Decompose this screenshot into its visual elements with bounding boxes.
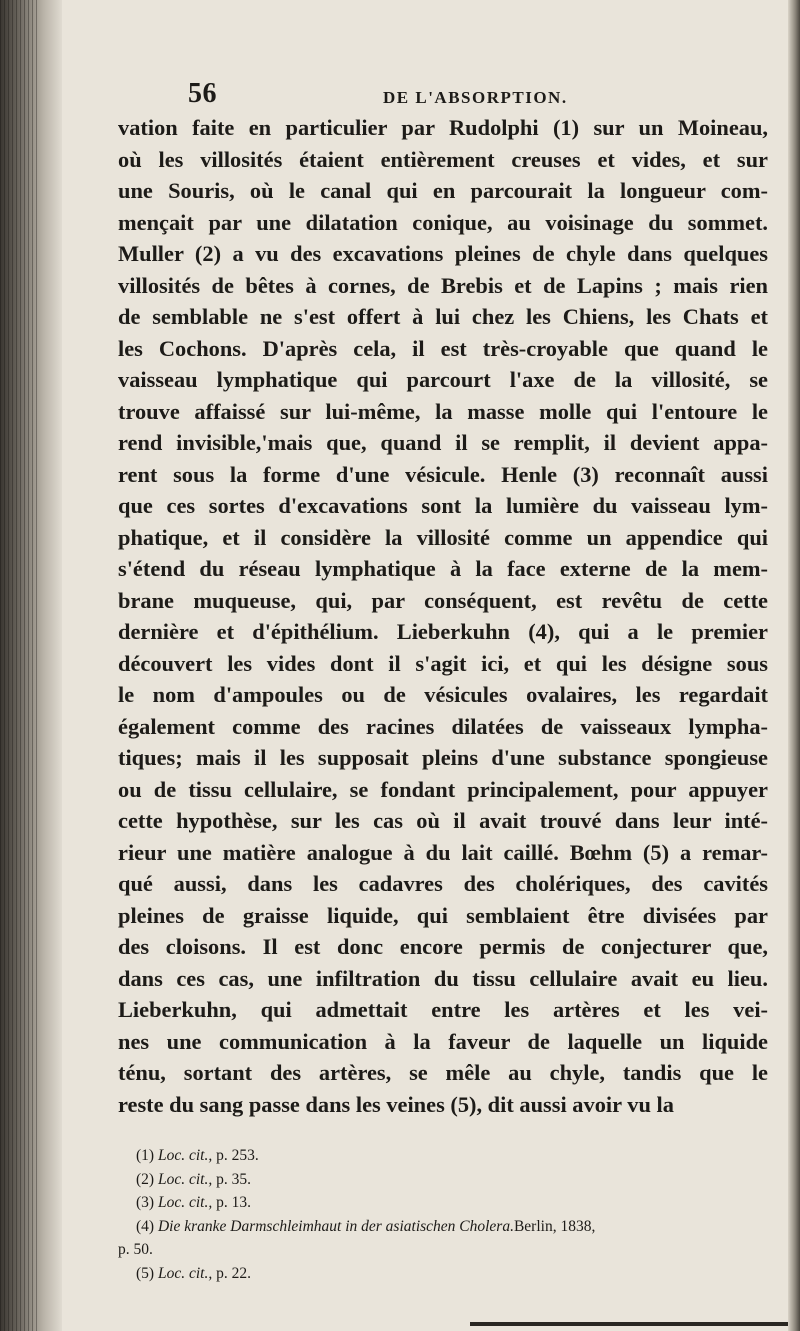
- text-line: reste du sang passe dans les veines (5), dit aussi avoir vu la: [118, 1091, 674, 1117]
- running-head: DE L'ABSORPTION.: [383, 88, 568, 107]
- footnote: [118, 1168, 768, 1192]
- text-line: brane muqueuse, qui, par conséquent, est revêtu de cette: [118, 587, 768, 613]
- footnote: [118, 1191, 768, 1215]
- footnote-ref: Loc. cit.,: [157, 1264, 213, 1282]
- text-line: trouve affaissé sur lui-même, la masse molle qui l'entoure le: [118, 398, 768, 424]
- footnote: [118, 1215, 768, 1239]
- footnote-ref: Loc. cit.,: [157, 1170, 213, 1188]
- footnote-marker: (5): [136, 1264, 155, 1282]
- footnote-text: p. 13.: [212, 1194, 251, 1211]
- footnote-text: p. 22.: [212, 1264, 251, 1282]
- text-line: pleines de graisse liquide, qui semblaient être divisées par: [118, 902, 768, 928]
- text-line: découvert les vides dont il s'agit ici, et qui les désigne sous: [118, 650, 768, 676]
- footnote-marker: (1): [136, 1147, 155, 1164]
- text-line: ténu, sortant des artères, se mêle au chyle, tandis que le: [118, 1060, 768, 1085]
- text-line: vation faite en particulier par Rudolphi (1) sur un Moineau,: [118, 115, 768, 140]
- text-line: les Cochons. D'après cela, il est très-croyable que quand le: [118, 335, 768, 361]
- footnote-text: Berlin, 1838,: [513, 1217, 596, 1235]
- footnote-marker: (4): [136, 1217, 155, 1235]
- footnote-continuation: p. 50.: [118, 1241, 153, 1258]
- book-page: [118, 78, 768, 1285]
- footnote-marker: (2): [136, 1170, 155, 1188]
- footnote-ref: Loc. cit.,: [157, 1194, 213, 1211]
- footnote-text: p. 35.: [212, 1170, 251, 1188]
- text-line: Muller (2) a vu des excavations pleines de chyle dans quelques: [118, 241, 768, 266]
- footnote-text: p. 253.: [212, 1147, 259, 1164]
- text-line: le nom d'ampoules ou de vésicules ovalaires, les regardait: [118, 682, 768, 707]
- footnote: [118, 1144, 768, 1168]
- text-line: ou de tissu cellulaire, se fondant principalement, pour appuyer: [118, 776, 768, 802]
- text-line: s'étend du réseau lymphatique à la face externe de la mem-: [118, 556, 768, 581]
- text-line: dans ces cas, une infiltration du tissu cellulaire avait eu lieu.: [118, 965, 768, 991]
- footnotes: [118, 1144, 768, 1285]
- footnote-ref: Die kranke Darmschleimhaut in der asiatischen Cholera.: [157, 1217, 514, 1235]
- page-number: 56: [188, 78, 217, 109]
- text-line: phatique, et il considère la villosité comme un appendice qui: [118, 524, 768, 550]
- text-line: rieur une matière analogue à du lait caillé. Bœhm (5) a remar-: [118, 839, 768, 865]
- text-line: vaisseau lymphatique qui parcourt l'axe de la villosité, se: [118, 367, 768, 392]
- footnote-marker: (3): [136, 1194, 155, 1211]
- text-line: qué aussi, dans les cadavres des cholériques, des cavités: [118, 871, 768, 896]
- text-line: nes une communication à la faveur de laquelle un liquide: [118, 1028, 768, 1054]
- body-paragraph: [118, 112, 768, 1120]
- text-line: des cloisons. Il est donc encore permis de conjecturer que,: [118, 934, 768, 959]
- footnote-ref: Loc. cit.,: [157, 1147, 213, 1164]
- text-line: villosités de bêtes à cornes, de Brebis et de Lapins ; mais rien: [118, 272, 768, 298]
- page-bottom-edge: [470, 1322, 788, 1326]
- text-line: mençait par une dilatation conique, au voisinage du sommet.: [118, 209, 768, 235]
- page-header: [118, 78, 768, 112]
- footnote: [118, 1262, 768, 1286]
- text-line: que ces sortes d'excavations sont la lumière du vaisseau lym-: [118, 493, 768, 518]
- text-line: tiques; mais il les supposait pleins d'une substance spongieuse: [118, 745, 768, 770]
- text-line: de semblable ne s'est offert à lui chez les Chiens, les Chats et: [118, 304, 768, 329]
- text-line: également comme des racines dilatées de vaisseaux lympha-: [118, 713, 768, 739]
- text-line: où les villosités étaient entièrement creuses et vides, et sur: [118, 146, 768, 172]
- page-edge: [788, 0, 800, 1331]
- text-line: cette hypothèse, sur les cas où il avait trouvé dans leur inté-: [118, 808, 768, 833]
- text-line: rend invisible,'mais que, quand il se remplit, il devient appa-: [118, 430, 768, 455]
- text-line: une Souris, où le canal qui en parcourait la longueur com-: [118, 178, 768, 203]
- binding-texture: [0, 0, 40, 1331]
- text-line: dernière et d'épithélium. Lieberkuhn (4), qui a le premier: [118, 619, 768, 644]
- text-line: Lieberkuhn, qui admettait entre les artères et les vei-: [118, 997, 768, 1022]
- text-line: rent sous la forme d'une vésicule. Henle (3) reconnaît aussi: [118, 461, 768, 487]
